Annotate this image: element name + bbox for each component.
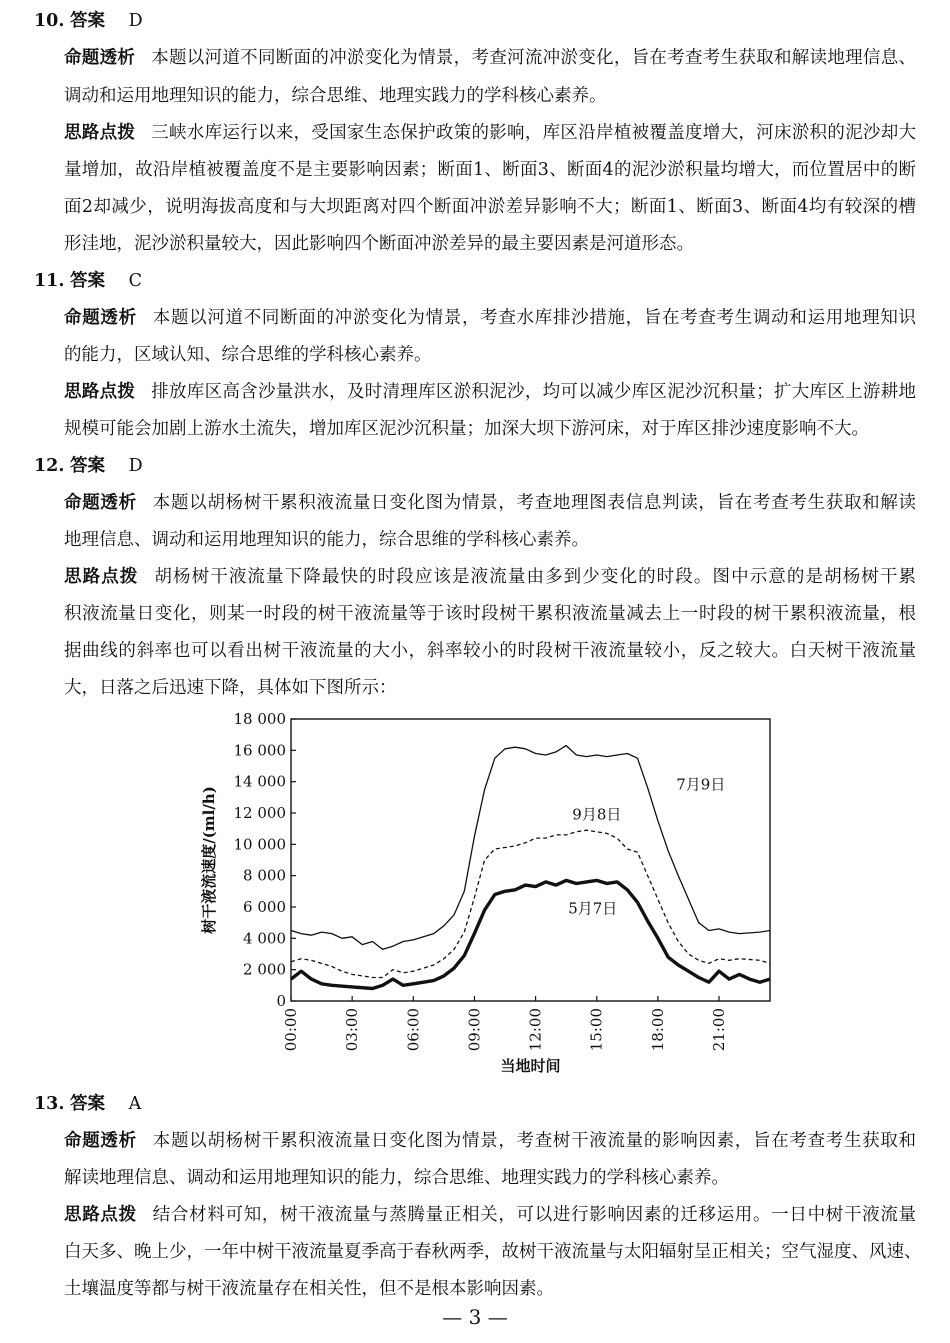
x-axis-label: 当地时间 xyxy=(500,1057,561,1075)
q11-hint-line-2: 规模可能会加剧上游水土流失，增加库区泥沙沉积量；加深大坝下游河床，对于库区排沙速度影响不大。 xyxy=(64,419,869,439)
q13-hint-label: 思路点拨 xyxy=(64,1205,137,1225)
q13-hint-text: 结合材料可知，树干液流量与蒸腾量正相关，可以进行影响因素的迁移运用。一日中树干液流量 xyxy=(152,1205,917,1225)
q10-hint-line-3: 面2却减少，说明海拔高度和与大坝距离对四个断面冲淤差异影响不大；断面1、断面3、断面4均有较深的槽 xyxy=(64,197,916,217)
series-line-sep8 xyxy=(291,830,770,977)
series-label-jul9: 7月9日 xyxy=(676,775,726,794)
chart-svg xyxy=(196,708,796,1088)
series-label-may7: 5月7日 xyxy=(568,899,618,918)
q12-number: 12. xyxy=(34,456,65,476)
q13-analysis-text: 本题以胡杨树干累积液流量日变化图为情景，考查树干液流量的影响因素，旨在考查考生获取和 xyxy=(152,1131,917,1151)
q10-hint-line-2: 量增加，故沿岸植被覆盖度不是主要影响因素；断面1、断面3、断面4的泥沙淤积量均增大，而位置居中的断 xyxy=(64,160,916,180)
q10-hint-line-1 xyxy=(64,120,916,146)
q13-answer-label: 答案 xyxy=(70,1094,106,1114)
q13-analysis-line-1 xyxy=(64,1128,916,1154)
y-tick-label: 2 000 xyxy=(243,960,286,979)
x-tick-label: 06:00 xyxy=(404,1008,423,1052)
y-tick-label: 4 000 xyxy=(243,929,286,948)
q13-analysis-label: 命题透析 xyxy=(64,1131,137,1151)
q13-header xyxy=(34,1091,141,1117)
q12-analysis-label: 命题透析 xyxy=(64,493,137,513)
y-tick-label: 8 000 xyxy=(243,866,286,885)
q13-hint-line-2: 白天多、晚上少，一年中树干液流量夏季高于春秋两季，故树干液流量与太阳辐射呈正相关；空气湿度、风速、 xyxy=(64,1242,922,1262)
q12-hint-text: 胡杨树干液流量下降最快的时段应该是液流量由多到少变化的时段。图中示意的是胡杨树干累 xyxy=(154,567,917,587)
plot-frame xyxy=(291,719,770,1001)
q10-analysis-label: 命题透析 xyxy=(64,48,136,68)
x-tick-label: 03:00 xyxy=(343,1008,362,1052)
q10-answer: D xyxy=(128,11,143,31)
x-tick-label: 15:00 xyxy=(587,1008,606,1052)
series-line-may7 xyxy=(291,880,770,988)
x-tick-label: 21:00 xyxy=(710,1008,729,1052)
series-label-sep8: 9月8日 xyxy=(572,805,622,824)
q10-number: 10. xyxy=(34,11,65,31)
q11-analysis-text: 本题以河道不同断面的冲淤变化为情景，考查水库排沙措施，旨在考查考生调动和运用地理知识 xyxy=(152,308,917,328)
q11-number: 11. xyxy=(34,271,65,291)
q12-hint-line-4: 大，日落之后迅速下降，具体如下图所示： xyxy=(64,678,397,698)
q12-answer: D xyxy=(128,456,143,476)
q10-hint-label: 思路点拨 xyxy=(64,123,136,143)
y-tick-label: 14 000 xyxy=(233,772,286,791)
q12-hint-label: 思路点拨 xyxy=(64,567,139,587)
x-tick-label: 09:00 xyxy=(465,1008,484,1052)
q13-hint-line-1 xyxy=(64,1202,916,1228)
q10-hint-text: 三峡水库运行以来，受国家生态保护政策的影响，库区沿岸植被覆盖度增大，河床淤积的泥沙却大 xyxy=(151,123,917,143)
q12-hint-line-2: 积液流量日变化，则某一时段的树干液流量等于该时段树干累积液流量减去上一时段的树干累积液流量，根 xyxy=(64,604,916,624)
q13-hint-line-3: 土壤温度等都与树干液流量存在相关性，但不是根本影响因素。 xyxy=(64,1279,554,1299)
q11-analysis-line-1 xyxy=(64,305,916,331)
y-tick-label: 12 000 xyxy=(233,804,286,822)
y-axis-ticks xyxy=(234,710,297,1010)
q11-answer-label: 答案 xyxy=(70,271,106,291)
sap-flow-chart xyxy=(196,708,796,1088)
y-tick-label: 16 000 xyxy=(233,741,286,760)
q10-analysis-text: 本题以河道不同断面的冲淤变化为情景，考查河流冲淤变化，旨在考查考生获取和解读地理信息、 xyxy=(151,48,917,68)
q11-hint-text: 排放库区高含沙量洪水，及时清理库区淤积泥沙，均可以减少库区泥沙沉积量；扩大库区上游耕地 xyxy=(151,382,917,402)
y-tick-label: 18 000 xyxy=(233,710,286,728)
q12-hint-line-3: 据曲线的斜率也可以看出树干液流量的大小，斜率较小的时段树干液流量较小，反之较大。白天树干液流量 xyxy=(64,641,916,661)
x-tick-label: 00:00 xyxy=(282,1008,300,1052)
x-tick-label: 12:00 xyxy=(526,1008,545,1052)
q11-hint-label: 思路点拨 xyxy=(64,382,136,402)
q12-answer-label: 答案 xyxy=(70,456,106,476)
q11-answer: C xyxy=(128,271,142,291)
q10-analysis-line-1 xyxy=(64,45,916,71)
x-axis-ticks xyxy=(282,996,728,1051)
page-number: — 3 — xyxy=(442,1305,508,1329)
y-tick-label: 10 000 xyxy=(233,835,286,854)
q13-answer: A xyxy=(128,1094,142,1114)
q11-analysis-line-2: 的能力，区域认知、综合思维的学科核心素养。 xyxy=(64,345,432,365)
x-tick-label: 18:00 xyxy=(648,1008,667,1052)
q12-analysis-line-2: 地理信息、调动和运用地理知识的能力，综合思维的学科核心素养。 xyxy=(64,530,589,550)
q10-header xyxy=(34,8,143,34)
y-tick-label: 6 000 xyxy=(243,898,286,916)
q10-answer-label: 答案 xyxy=(70,11,106,31)
y-tick-label: 0 xyxy=(276,992,286,1010)
q10-hint-line-4: 形洼地，泥沙淤积量较大，因此影响四个断面冲淤差异的最主要因素是河道形态。 xyxy=(64,234,694,254)
q11-analysis-label: 命题透析 xyxy=(64,308,137,328)
q10-analysis-line-2: 调动和运用地理知识的能力，综合思维、地理实践力的学科核心素养。 xyxy=(64,86,607,106)
q12-analysis-line-1 xyxy=(64,490,916,516)
q12-analysis-text: 本题以胡杨树干累积液流量日变化图为情景，考查地理图表信息判读，旨在考查考生获取和解读 xyxy=(152,493,917,513)
q12-hint-line-1 xyxy=(64,564,916,590)
q13-number: 13. xyxy=(34,1094,65,1114)
q11-header xyxy=(34,268,142,294)
q13-analysis-line-2: 解读地理信息、调动和运用地理知识的能力，综合思维、地理实践力的学科核心素养。 xyxy=(64,1168,729,1188)
y-axis-label: 树干液流速度/(ml/h) xyxy=(200,786,218,934)
q12-header xyxy=(34,453,143,479)
q11-hint-line-1 xyxy=(64,379,916,405)
